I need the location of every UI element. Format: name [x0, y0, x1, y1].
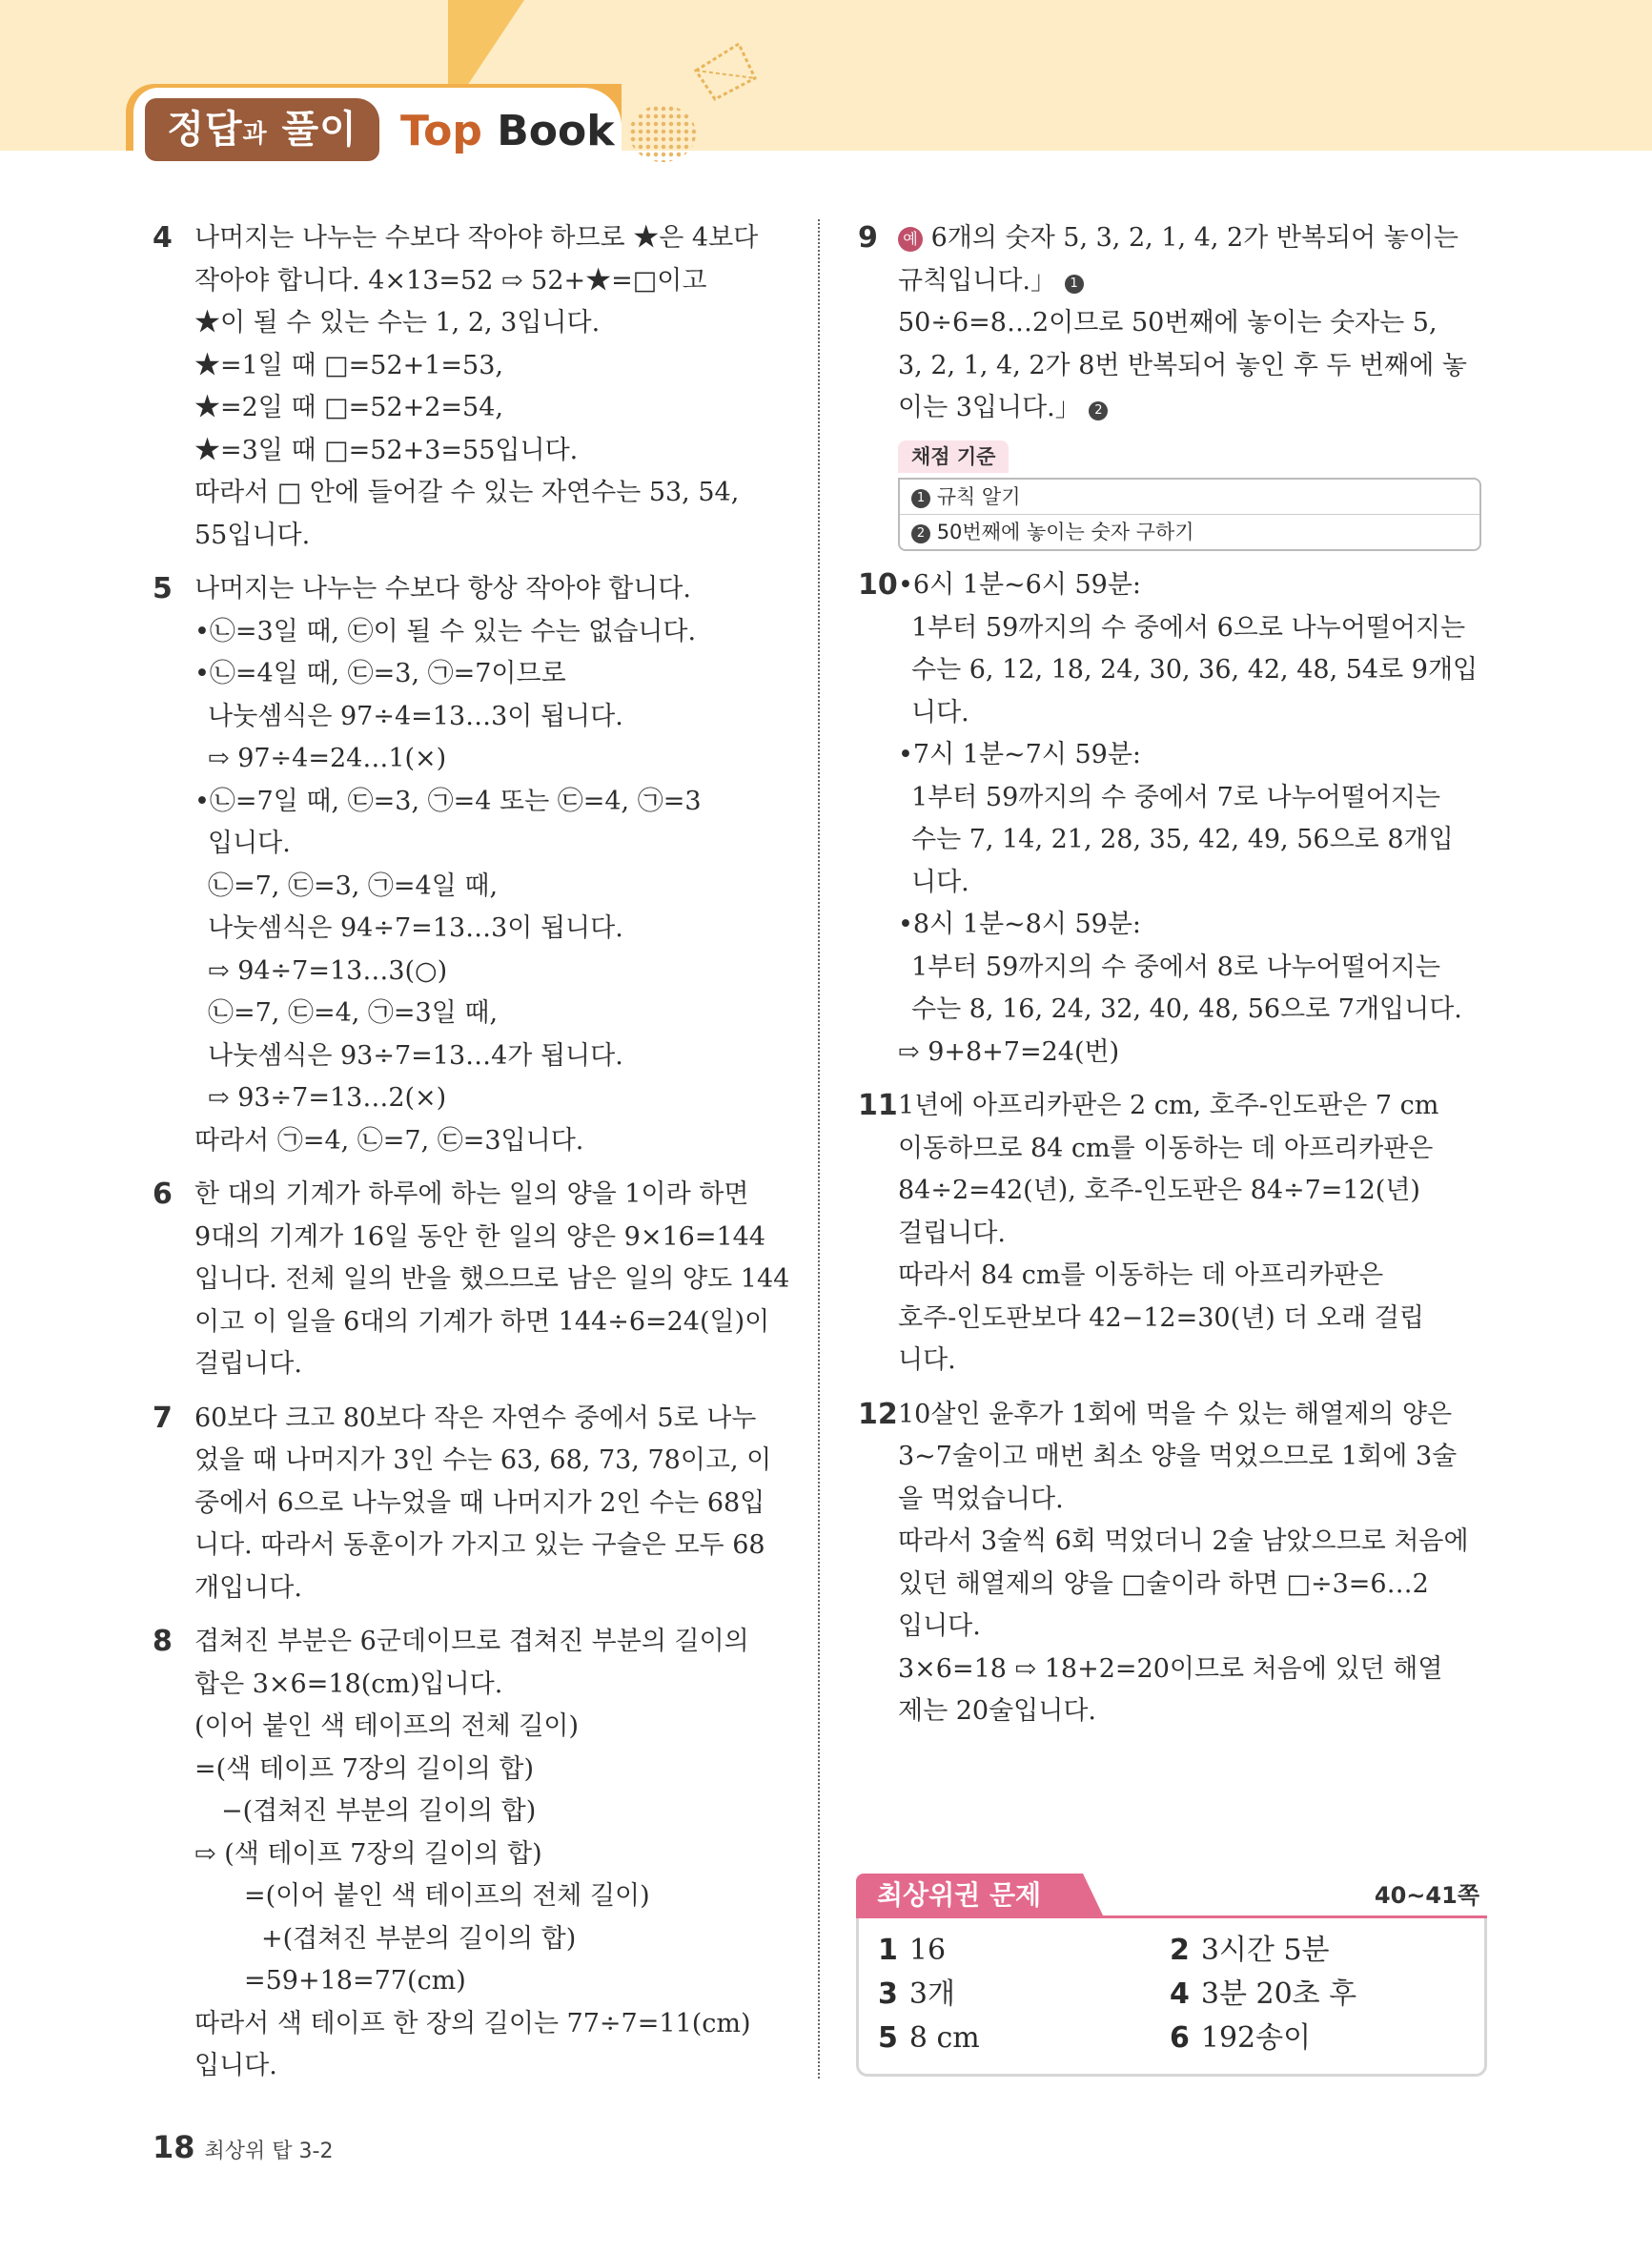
text-line: 있던 해열제의 양을 □술이라 하면 □÷3=6…2	[898, 1568, 1429, 1599]
text-line: ⇨ 97÷4=24…1(×)	[208, 744, 447, 773]
problem-number: 10	[858, 568, 898, 602]
text-line: 따라서 색 테이프 한 장의 길이는 77÷7=11(cm)	[194, 2008, 751, 2038]
text-line: 1부터 59까지의 수 중에서 7로 나누어떨어지는	[911, 782, 1441, 812]
summary-header	[856, 1874, 1487, 1917]
criteria-text: 규칙 알기	[936, 485, 1021, 508]
text-line: ⇨ (색 테이프 7장의 길이의 합)	[194, 1838, 542, 1869]
left-column	[153, 217, 790, 2099]
text-line: ㉡=7, ㉢=4, ㉠=3일 때,	[208, 998, 499, 1028]
text-line	[898, 387, 1497, 430]
text-line: 걸립니다.	[898, 1218, 1006, 1248]
text-line: •㉡=7일 때, ㉢=3, ㉠=4 또는 ㉢=4, ㉠=3	[194, 786, 702, 816]
text-line: 수는 8, 16, 24, 32, 40, 48, 56으로 7개입니다.	[911, 994, 1462, 1024]
criteria-row	[900, 514, 1479, 549]
text-line: 이동하므로 84 cm를 이동하는 데 아프리카판은	[898, 1133, 1434, 1163]
page-number: 18	[153, 2129, 195, 2165]
text-line: 호주-인도판보다 42−12=30(년) 더 오래 걸립	[898, 1302, 1424, 1333]
grading-criteria	[898, 436, 1481, 552]
text-span: 규칙입니다.」	[898, 265, 1056, 296]
text-span: 이는 3입니다.」	[898, 393, 1081, 422]
problem-12	[858, 1394, 1497, 1733]
section-badge	[145, 98, 379, 161]
text-line: 걸립니다.	[194, 1349, 302, 1379]
brand-title	[400, 103, 614, 160]
text-line: 3, 2, 1, 4, 2가 8번 반복되어 놓인 후 두 번째에 놓	[898, 350, 1467, 380]
answer-number: 3	[878, 1977, 898, 2011]
badge-text-1: 정답	[167, 108, 243, 152]
text-line: 3~7술이고 매번 최소 양을 먹었으므로 1회에 3술	[898, 1442, 1458, 1471]
step-2-marker-icon: 2	[1089, 401, 1108, 420]
text-line: (이어 붙인 색 테이프의 전체 길이)	[194, 1711, 580, 1741]
brand-book: Book	[481, 107, 615, 155]
answer-value: 16	[908, 1934, 947, 1967]
text-line: 중에서 6으로 나누었을 때 나머지가 2인 수는 68입	[194, 1487, 765, 1518]
text-line: 50÷6=8…2이므로 50번째에 놓이는 숫자는 5,	[898, 308, 1438, 338]
problem-10	[858, 564, 1497, 1074]
text-line: ㉡=7, ㉢=3, ㉠=4일 때,	[208, 870, 499, 901]
answer-item	[1170, 1932, 1330, 1970]
text-line: +(겹쳐진 부분의 길이의 합)	[261, 1923, 577, 1954]
grading-criteria-title: 채점 기준	[898, 440, 1009, 473]
text-line: 84÷2=42(년), 호주-인도판은 84÷7=12(년)	[898, 1176, 1420, 1205]
step-1-marker-icon: 1	[1065, 275, 1084, 294]
text-line: 따라서 □ 안에 들어갈 수 있는 자연수는 53, 54,	[194, 478, 740, 507]
answer-summary-box	[856, 1874, 1487, 2076]
column-divider	[818, 219, 820, 2079]
text-line: ★=1일 때 □=52+1=53,	[194, 350, 503, 380]
summary-title: 최상위권 문제	[856, 1874, 1083, 1917]
text-line: −(겹쳐진 부분의 길이의 합)	[221, 1796, 537, 1826]
text-line: 입니다.	[194, 2051, 277, 2080]
text-line: 작아야 합니다. 4×13=52 ⇨ 52+★=□이고	[194, 265, 707, 296]
answer-item	[878, 1976, 955, 2014]
text-line: 제는 20술입니다.	[898, 1696, 1097, 1726]
step-2-marker-icon: 2	[911, 524, 930, 543]
text-line: 나눗셈식은 94÷7=13…3이 됩니다.	[208, 913, 623, 943]
grading-criteria-box	[898, 478, 1481, 551]
text-line: 60보다 크고 80보다 작은 자연수 중에서 5로 나누	[194, 1403, 757, 1433]
text-line: 따라서 ㉠=4, ㉡=7, ㉢=3입니다.	[194, 1125, 584, 1156]
text-line: 1년에 아프리카판은 2 cm, 호주-인도판은 7 cm	[898, 1091, 1439, 1120]
problem-number: 9	[858, 221, 878, 255]
text-line: •8시 1분~8시 59분:	[898, 910, 1142, 939]
answer-number: 5	[878, 2021, 898, 2055]
problem-number: 8	[153, 1625, 173, 1658]
text-line: 나머지는 나누는 수보다 작아야 하므로 ★은 4보다	[194, 223, 759, 253]
badge-text-2: 풀이	[281, 108, 357, 152]
text-line: =59+18=77(cm)	[244, 1966, 466, 1996]
text-line: 이고 이 일을 6대의 기계가 하면 144÷6=24(일)이	[194, 1306, 770, 1337]
text-line: 수는 7, 14, 21, 28, 35, 42, 49, 56으로 8개입	[911, 825, 1454, 854]
text-line: •6시 1분~6시 59분:	[898, 570, 1142, 600]
text-line: ★=3일 때 □=52+3=55입니다.	[194, 435, 579, 465]
problem-number: 5	[153, 572, 173, 605]
summary-pages: 40~41쪽	[1374, 1882, 1479, 1909]
text-line: •㉡=4일 때, ㉢=3, ㉠=7이므로	[194, 659, 566, 688]
problem-4	[153, 217, 782, 557]
cheese-deco-icon	[686, 32, 763, 109]
text-line	[898, 260, 1497, 303]
badge-text-small: 과	[242, 120, 268, 149]
answer-number: 1	[878, 1934, 898, 1967]
text-span: 6개의 숫자 5, 3, 2, 1, 4, 2가 반복되어 놓이는	[930, 223, 1458, 253]
text-line: ★이 될 수 있는 수는 1, 2, 3입니다.	[194, 308, 601, 338]
problem-5	[153, 568, 782, 1162]
answer-item	[1170, 2019, 1311, 2058]
answer-item	[1170, 1976, 1356, 2014]
answer-value: 3시간 5분	[1200, 1934, 1330, 1967]
answer-item	[878, 1932, 946, 1970]
answer-value: 3개	[908, 1977, 955, 2011]
text-line: 니다. 따라서 동훈이가 가지고 있는 구슬은 모두 68	[194, 1530, 765, 1560]
problem-number: 12	[858, 1397, 898, 1431]
problem-6	[153, 1174, 790, 1386]
text-line: 입니다. 전체 일의 반을 했으므로 남은 일의 양도 144	[194, 1264, 790, 1294]
criteria-text: 50번째에 놓이는 숫자 구하기	[936, 521, 1194, 543]
text-line: 1부터 59까지의 수 중에서 8로 나누어떨어지는	[911, 952, 1441, 982]
answer-item	[878, 2019, 980, 2058]
answer-number: 6	[1170, 2021, 1190, 2055]
text-line: 한 대의 기계가 하루에 하는 일의 양을 1이라 하면	[194, 1179, 749, 1209]
text-line: 따라서 84 cm를 이동하는 데 아프리카판은	[898, 1260, 1384, 1290]
answer-value: 3분 20초 후	[1200, 1977, 1357, 2011]
text-line: 55입니다.	[194, 520, 311, 550]
text-line: =(이어 붙인 색 테이프의 전체 길이)	[244, 1881, 650, 1911]
text-line: 수는 6, 12, 18, 24, 30, 36, 42, 48, 54로 9개입	[911, 655, 1479, 685]
text-line: 었을 때 나머지가 3인 수는 63, 68, 73, 78이고, 이	[194, 1445, 772, 1475]
summary-body	[856, 1918, 1487, 2077]
problem-11	[858, 1085, 1497, 1383]
text-line: ⇨ 94÷7=13…3(○)	[208, 955, 448, 986]
text-line: 10살인 윤후가 1회에 먹을 수 있는 해열제의 양은	[898, 1399, 1453, 1429]
text-line: 입니다.	[898, 1611, 981, 1641]
text-line: 개입니다.	[194, 1572, 302, 1603]
text-line: 3×6=18 ⇨ 18+2=20이므로 처음에 있던 해열	[898, 1653, 1443, 1684]
dot-pattern-deco	[629, 105, 696, 162]
problem-7	[153, 1398, 782, 1610]
problem-number: 11	[858, 1089, 898, 1122]
text-line: ⇨ 9+8+7=24(번)	[898, 1036, 1120, 1067]
page-footer	[153, 2129, 333, 2165]
text-line: 나눗셈식은 97÷4=13…3이 됩니다.	[208, 701, 623, 731]
text-line: 1부터 59까지의 수 중에서 6으로 나누어떨어지는	[911, 612, 1466, 643]
text-line: 9대의 기계가 16일 동안 한 일의 양은 9×16=144	[194, 1221, 765, 1252]
example-mark-icon: 예	[898, 227, 923, 252]
text-line: 니다.	[911, 697, 969, 727]
answer-number: 2	[1170, 1934, 1190, 1967]
text-line: ★=2일 때 □=52+2=54,	[194, 393, 503, 422]
text-line: 따라서 3술씩 6회 먹었더니 2술 남았으므로 처음에	[898, 1526, 1469, 1556]
step-1-marker-icon: 1	[911, 489, 930, 508]
text-line: 니다.	[898, 1345, 956, 1375]
text-line: 입니다.	[208, 829, 291, 858]
problem-number: 6	[153, 1178, 173, 1211]
text-line: •㉡=3일 때, ㉢이 될 수 있는 수는 없습니다.	[194, 616, 697, 646]
right-column	[858, 217, 1497, 1745]
problem-number: 4	[153, 221, 173, 255]
text-line: =(색 테이프 7장의 길이의 합)	[194, 1753, 535, 1784]
brand-top: Top	[400, 107, 482, 155]
answer-number: 4	[1170, 1977, 1190, 2011]
text-line: 을 먹었습니다.	[898, 1484, 1064, 1514]
text-line: •7시 1분~7시 59분:	[898, 740, 1142, 769]
book-title: 최상위 탑 3-2	[204, 2140, 334, 2163]
text-line: 나머지는 나누는 수보다 항상 작아야 합니다.	[194, 574, 691, 604]
text-line	[898, 217, 1497, 260]
text-line: ⇨ 93÷7=13…2(×)	[208, 1083, 447, 1113]
answer-value: 8 cm	[908, 2021, 980, 2055]
text-line: 겹쳐진 부분은 6군데이므로 겹쳐진 부분의 길이의	[194, 1627, 749, 1656]
text-line: 나눗셈식은 93÷7=13…4가 됩니다.	[208, 1040, 623, 1071]
problem-number: 7	[153, 1401, 173, 1435]
criteria-row	[900, 480, 1479, 514]
text-line: 합은 3×6=18(cm)입니다.	[194, 1669, 503, 1699]
text-line: 니다.	[911, 867, 969, 897]
problem-9	[858, 217, 1497, 551]
problem-8	[153, 1621, 782, 2088]
answer-value: 192송이	[1200, 2021, 1312, 2055]
